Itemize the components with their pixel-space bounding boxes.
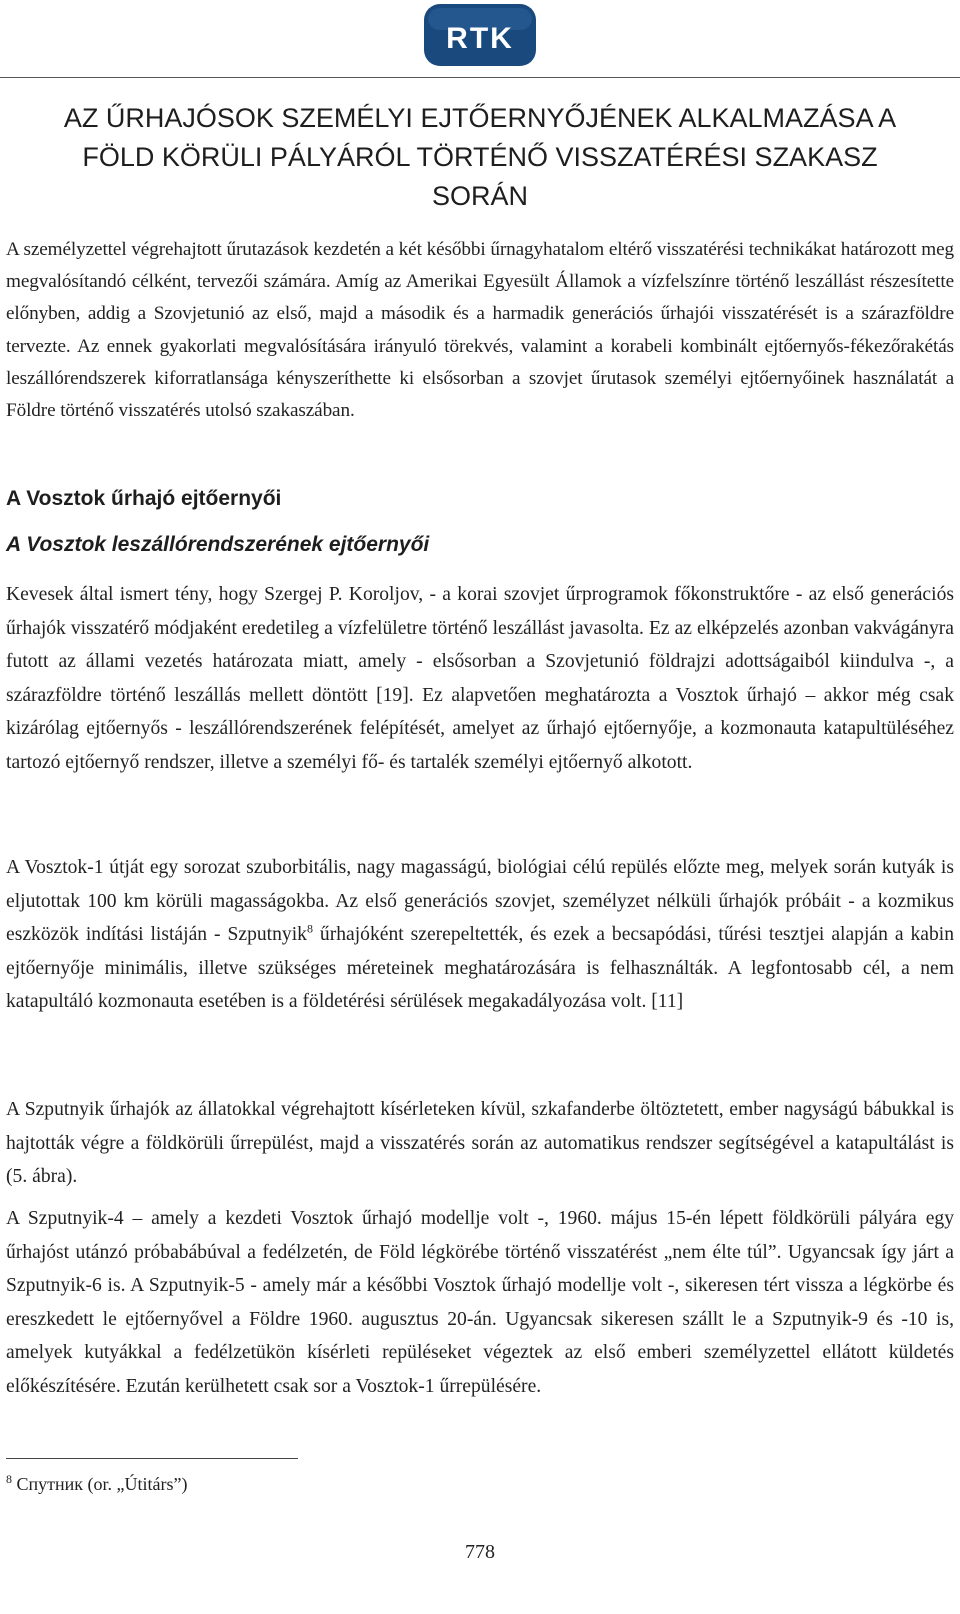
section-subheading: A Vosztok leszállórendszerének ejtőernyői	[6, 533, 430, 556]
section-heading: A Vosztok űrhajó ejtőernyői	[6, 487, 282, 510]
header-rule	[0, 77, 960, 78]
rtk-logo	[424, 4, 536, 66]
page-number: 778	[465, 1541, 495, 1563]
title-line-1: AZ ŰRHAJÓSOK SZEMÉLYI EJTŐERNYŐJÉNEK ALKALMAZÁSA A	[63, 103, 897, 133]
footnote-rule	[6, 1458, 298, 1459]
title-line-2: FÖLD KÖRÜLI PÁLYÁRÓL TÖRTÉNŐ VISSZATÉRÉSI SZAKASZ	[82, 142, 878, 172]
paragraph-2-end: űrhajóként szerepeltették, és ezek a becsapódási, tűrési tesztjei alapján a kabin ejtőernyője minimális, illetve szükséges méreteinek meghatározására is felhasználták. A legfontosabb cél, a nem katapultáló kozmonauta esetében is a földetérési sérülések megakadályozása volt. [11]	[6, 924, 954, 1013]
paragraph-4: A Szputnyik-4 – amely a kezdeti Vosztok űrhajó modellje volt -, 1960. május 15-én lépett földkörüli pályára egy űrhajóst utánzó próbabábúval a fedélzetén, de Föld légkörébe történő visszatérést „nem élte túl”. Ugyancsak így járt a Szputnyik-6 is. A Szputnyik-5 - amely már a későbbi Vosztok űrhajó modellje volt -, sikeresen tért vissza a légkörbe és ereszkedett le ejtőernyővel a Földre 1960. augusztus 20-án. Ugyancsak sikeresen szállt le a Szputnyik-9 és -10 is, amelyek kutyákkal a fedélzetükön kísérleti repüléseket végeztek az első emberi személyzettel ellátott küldetés előkészítésére. Ezután kerülhetett csak sor a Vosztok-1 űrrepülésére.	[6, 1208, 954, 1397]
paragraph-2-start: A Vosztok-1 útját egy sorozat szuborbitális, nagy magasságú, biológiai célú repülés előzte meg, melyek során kutyák is eljutottak 100 km körüli magasságokba. Az első generációs szovjet, személyzet nélküli űrhajók próbáit - a kozmikus eszközök indítási listáján - Szputnyik	[6, 857, 954, 946]
footnote-marker: 8	[6, 1472, 12, 1486]
footnote-reference[interactable]: 8	[306, 921, 313, 936]
document-title	[0, 99, 960, 216]
title-line-3: SORÁN	[431, 181, 529, 211]
paragraph-1: Kevesek által ismert tény, hogy Szergej P. Koroljov, - a korai szovjet űrprogramok főkonstruktőre - az első generációs űrhajók visszatérő módjaként eredetileg a vízfelületre történő leszállást javasolta. Ez az elképzelés azonban vakvágányra futott az állami vezetés határozata miatt, amely - elsősorban a Szovjetunió földrajzi adottságaiból kiindulva -, a szárazföldre történő leszállás mellett döntött [19]. Ez alapvetően meghatározta a Vosztok űrhajó – akkor még csak kizárólag ejtőernyős - leszállórendszerének felépítését, amelyet az űrhajó ejtőernyője, a kozmonauta katapultüléséhez tartozó ejtőernyő rendszer, illetve a személyi fő- és tartalék személyi ejtőernyő alkotott.	[6, 584, 954, 773]
paragraph-2	[6, 851, 954, 1019]
intro-paragraph: A személyzettel végrehajtott űrutazások kezdetén a két későbbi űrnagyhatalom eltérő visszatérési technikákat határozott meg megvalósítandó célként, tervezői számára. Amíg az Amerikai Egyesült Államok a vízfelszínre történő leszállást részesítette előnyben, addig a Szovjetunió az első, majd a második és a harmadik generációs űrhajói visszatérését is a szárazföldre tervezte. Az ennek gyakorlati megvalósítására irányuló törekvés, valamint a korabeli kombinált ejtőernyős-fékezőrakétás leszállórendszerek kiforratlansága kényszeríthette ki elsősorban a szovjet űrutasok személyi ejtőernyőinek használatát a Földre történő visszatérés utolsó szakaszában.	[6, 239, 954, 422]
logo-text: RTK	[446, 22, 514, 55]
footnote	[6, 1474, 187, 1495]
paragraph-3: A Szputnyik űrhajók az állatokkal végrehajtott kísérleteken kívül, szkafanderbe öltöztetett, ember nagyságú bábukkal is hajtották végre a földkörüli űrrepülést, majd a visszatérés során az automatikus rendszer segítségével a katapultálást is (5. ábra).	[6, 1099, 954, 1188]
footnote-text: Спутник (or. „Útitárs”)	[12, 1474, 188, 1494]
